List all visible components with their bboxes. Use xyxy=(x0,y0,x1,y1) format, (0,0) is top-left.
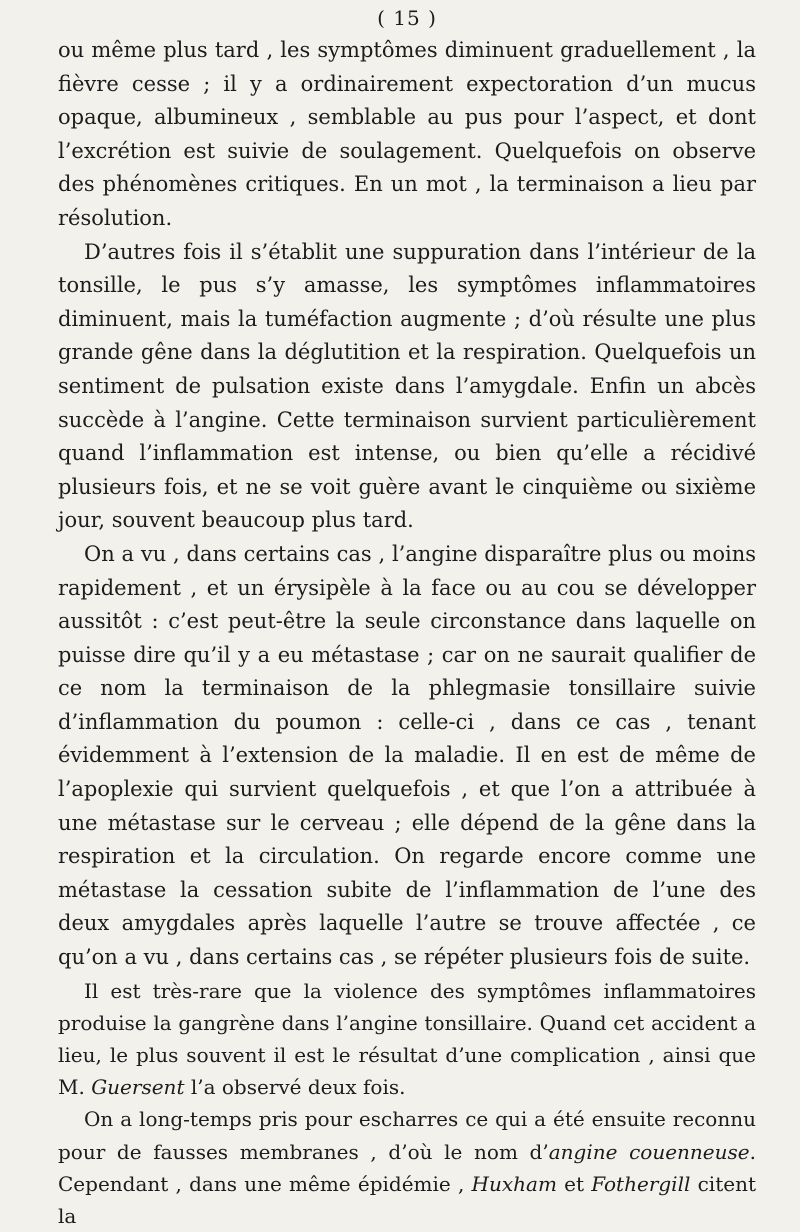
author-name: Fothergill xyxy=(591,1171,691,1196)
term-italic: angine couenneuse xyxy=(548,1139,750,1164)
author-name: Guersent xyxy=(91,1075,185,1100)
paragraph-4: Il est très-rare que la violence des symptômes inflammatoires produise la gangrène dans l’angine tonsillaire. Quand cet accident a lieu, le plus souvent il est le résultat d’une complication , ainsi que M. Guersent l’a observé deux fois. xyxy=(58,978,756,1100)
paragraph-1: ou même plus tard , les symptômes diminuent graduellement , la fièvre cesse ; il y a ordinairement expectoration d’un mucus opaque, albumineux , semblable au pus pour l’aspect, et dont l’excrétion est suivie de soulagement. Quelquefois on observe des phénomènes critiques. En un mot , la terminaison a lieu par résolution. xyxy=(58,38,756,230)
paragraph-3: On a vu , dans certains cas , l’angine disparaître plus ou moins rapidement , et un érysipèle à la face ou au cou se développer aussitôt : c’est peut-être la seule circonstance dans laquelle on puisse dire qu’il y a eu métastase ; car on ne saurait qualifier de ce nom la terminaison de la phlegmasie tonsillaire suivie d’inflammation du poumon : celle-ci , dans ce cas , tenant évidemment à l’extension de la maladie. Il en est de même de l’apoplexie qui survient quelquefois , et que l’on a attribuée à une métastase sur le cerveau ; elle dépend de la gêne dans la respiration et la circulation. On regarde encore comme une métastase la cessation subite de l’inflammation de l’une des deux amygdales après laquelle l’autre se trouve affectée , ce qu’on a vu , dans certains cas , se répéter plusieurs fois de suite. xyxy=(58,541,756,970)
paragraph-5: On a long-temps pris pour escharres ce qui a été ensuite reconnu pour de fausses membranes , d’où le nom d’angine couenneuse. Cependant , dans une même épidémie , Huxham et Fothergill citent la xyxy=(58,1107,756,1229)
page-number: ( 15 ) xyxy=(377,6,437,30)
paragraph-2: D’autres fois il s’établit une suppuration dans l’intérieur de la tonsille, le pus s’y amasse, les symptômes inflammatoires diminuent, mais la tuméfaction augmente ; d’où résulte une plus grande gêne dans la déglutition et la respiration. Quelquefois un sentiment de pulsation existe dans l’amygdale. Enfin un abcès succède à l’angine. Cette terminaison survient particulièrement quand l’inflammation est intense, ou bien qu’elle a récidivé plusieurs fois, et ne se voit guère avant le cinquième ou sixième jour, souvent beaucoup plus tard. xyxy=(58,239,756,533)
author-name: Huxham xyxy=(471,1171,557,1196)
